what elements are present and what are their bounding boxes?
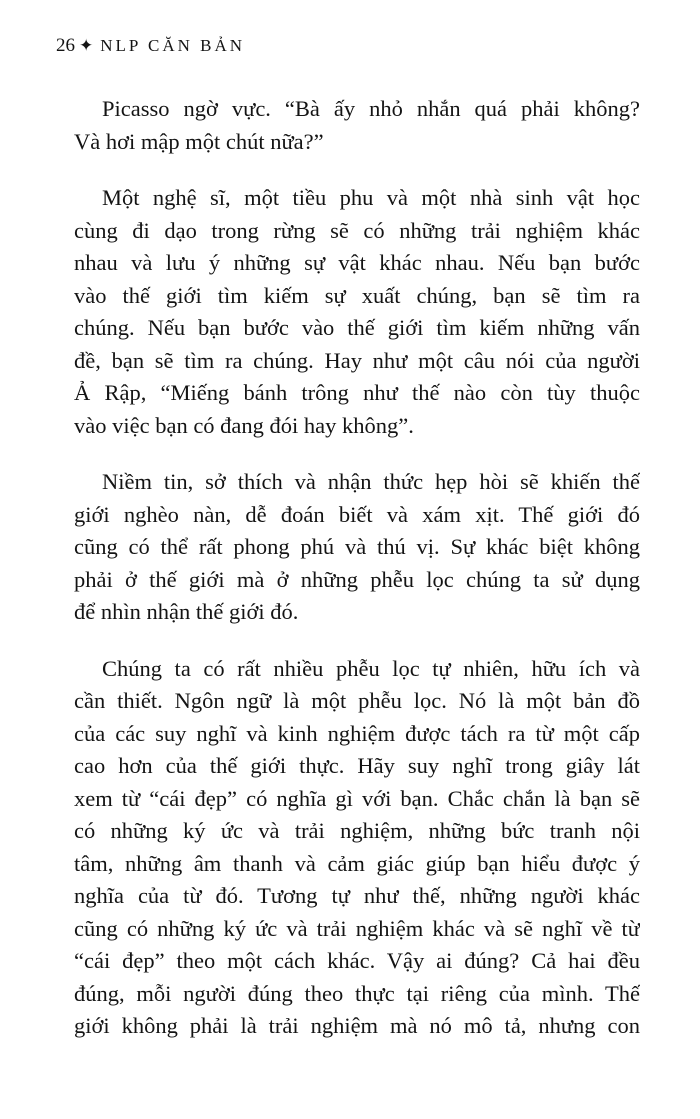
body-text (74, 93, 640, 1067)
text-line: của các suy nghĩ và kinh nghiệm được tách ra từ một cấp (74, 720, 640, 746)
text-line: đúng, mỗi người đúng theo thực tại riêng của mình. Thế (74, 980, 640, 1006)
text-line: Picasso ngờ vực. “Bà ấy nhỏ nhắn quá phải không? (102, 96, 640, 121)
text-line: xem từ “cái đẹp” có nghĩa gì với bạn. Chắc chắn là bạn sẽ (74, 785, 640, 811)
text-line: Niềm tin, sở thích và nhận thức hẹp hòi sẽ khiến thế (102, 469, 640, 494)
diamond-ornament-icon: ✦ (79, 36, 95, 55)
text-line: nghĩa của từ đó. Tương tự như thế, những người khác (74, 883, 640, 908)
paragraph (74, 93, 640, 158)
book-title: NLP CĂN BẢN (100, 36, 246, 55)
paragraph (74, 466, 640, 629)
text-line: để nhìn nhận thế giới đó. (74, 599, 299, 624)
text-line: cũng có thể rất phong phú và thú vị. Sự khác biệt không (74, 534, 640, 559)
page-number: 26 (56, 35, 75, 56)
text-line: vào việc bạn có đang đói hay không”. (74, 412, 414, 438)
text-line: Và hơi mập một chút nữa?” (74, 128, 324, 154)
text-line: cần thiết. Ngôn ngữ là một phễu lọc. Nó là một bản đồ (74, 688, 640, 713)
text-line: Một nghệ sĩ, một tiều phu và một nhà sinh vật học (102, 185, 640, 210)
text-line: vào thế giới tìm kiếm sự xuất chúng, bạn sẽ tìm ra (74, 282, 640, 308)
text-line: cao hơn của thế giới thực. Hãy suy nghĩ trong giây lát (74, 753, 640, 778)
text-line: cũng có những ký ức và trải nghiệm khác và sẽ nghĩ về từ (74, 915, 640, 941)
text-line: Ả Rập, “Miếng bánh trông như thế nào còn tùy thuộc (74, 380, 640, 405)
text-line: nhau và lưu ý những sự vật khác nhau. Nếu bạn bước (74, 250, 640, 275)
running-header (56, 34, 245, 58)
text-line: giới không phải là trải nghiệm mà nó mô tả, nhưng con (74, 1013, 640, 1038)
text-line: “cái đẹp” theo một cách khác. Vậy ai đúng? Cả hai đều (74, 948, 640, 973)
text-line: chúng. Nếu bạn bước vào thế giới tìm kiếm những vấn (74, 315, 640, 340)
text-line: có những ký ức và trải nghiệm, những bức tranh nội (74, 818, 640, 843)
paragraph (74, 653, 640, 1043)
text-line: tâm, những âm thanh và cảm giác giúp bạn hiểu được ý (74, 850, 640, 876)
paragraph (74, 182, 640, 442)
text-line: giới nghèo nàn, dễ đoán biết và xám xịt. Thế giới đó (74, 501, 640, 527)
text-line: đề, bạn sẽ tìm ra chúng. Hay như một câu nói của người (74, 347, 640, 373)
text-line: cùng đi dạo trong rừng sẽ có những trải nghiệm khác (74, 217, 640, 243)
text-line: phải ở thế giới mà ở những phễu lọc chúng ta sử dụng (74, 566, 640, 592)
text-line: Chúng ta có rất nhiều phễu lọc tự nhiên, hữu ích và (102, 655, 640, 681)
